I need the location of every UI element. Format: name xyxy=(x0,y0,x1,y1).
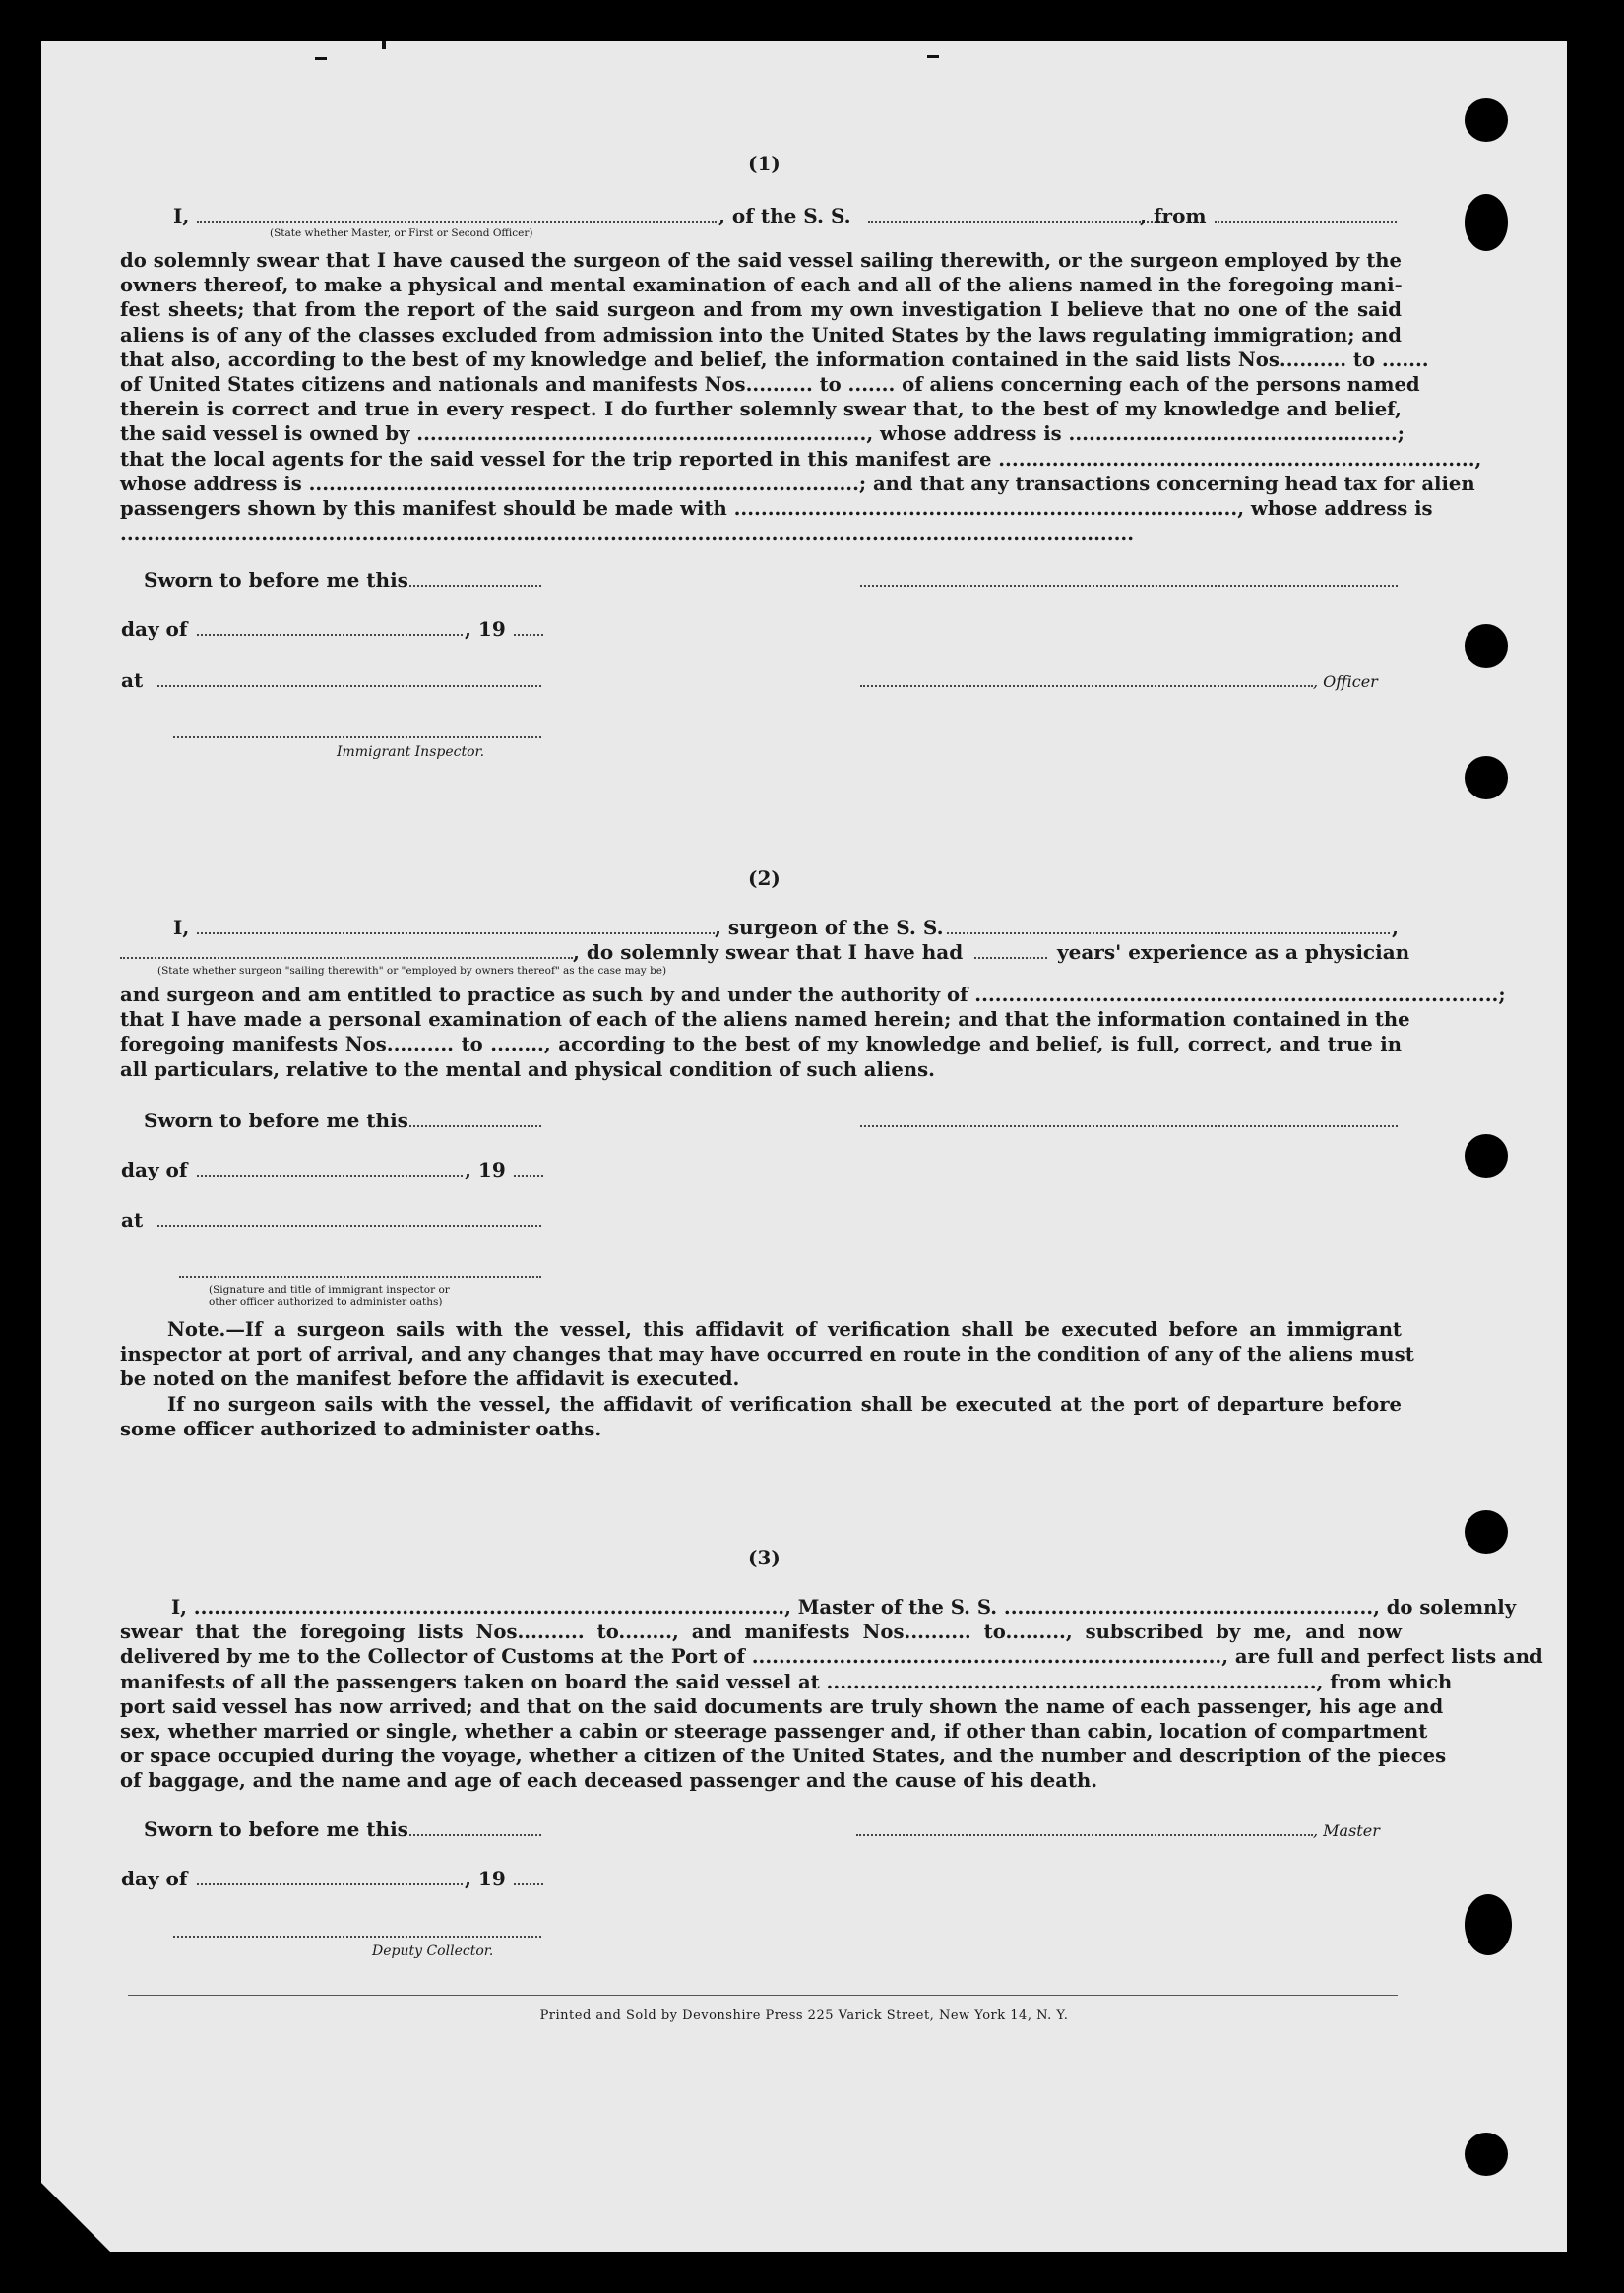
page-fold xyxy=(41,2183,110,2252)
s2-sig-caption-2: other officer authorized to administer oaths) xyxy=(209,1296,443,1307)
s3-master-signature-blank xyxy=(856,1834,1313,1836)
s2-i-label: I, xyxy=(173,916,190,939)
s3-line: or space occupied during the voyage, whether a citizen of the United States, and the number and description of the pieces xyxy=(120,1745,1447,1768)
s3-line: of baggage, and the name and age of each deceased passenger and the cause of his death. xyxy=(120,1769,1098,1793)
punch-hole xyxy=(1465,2133,1508,2176)
punch-hole xyxy=(1465,756,1508,799)
punch-hole xyxy=(1465,1510,1508,1554)
s1-line: fest sheets; that from the report of the said surgeon and from my own investigation I believe that no one of the said xyxy=(120,298,1402,322)
s1-year: , 19 xyxy=(465,617,506,641)
s3-body xyxy=(120,1595,1543,1794)
s1-ship-name-blank xyxy=(868,221,1163,223)
s1-sworn: Sworn to before me this xyxy=(144,568,408,592)
s2-day-of: day of xyxy=(121,1158,188,1181)
s1-line: whose address is ..................................................................................; and that any transactions concerning head tax for alien xyxy=(120,472,1475,495)
s1-body xyxy=(120,248,1482,545)
s2-year-blank xyxy=(514,1175,543,1177)
s2-inspector-signature-blank xyxy=(179,1276,541,1278)
s2-line: all particulars, relative to the mental and physical condition of such aliens. xyxy=(120,1057,935,1081)
s3-line: delivered by me to the Collector of Customs at the Port of ......................................................................, are full and perfect lists and xyxy=(120,1645,1543,1669)
s1-line: therein is correct and true in every respect. I do further solemnly swear that, to the best of my knowledge and belief, xyxy=(120,398,1402,421)
section-3-number: (3) xyxy=(748,1546,781,1569)
printer-footer: Printed and Sold by Devonshire Press 225 Varick Street, New York 14, N. Y. xyxy=(539,2008,1069,2023)
s1-of-ss: , of the S. S. xyxy=(718,204,851,227)
s3-sworn-blank xyxy=(409,1834,541,1836)
s2-comma: , xyxy=(1392,916,1399,939)
section-2-number: (2) xyxy=(748,866,781,890)
s1-i-label: I, xyxy=(173,204,190,227)
s1-inspector-caption: Immigrant Inspector. xyxy=(337,744,485,760)
s2-sworn-blank xyxy=(409,1125,541,1127)
s1-officer-name-blank xyxy=(197,221,717,223)
manifest-page xyxy=(41,41,1567,2252)
s2-year: , 19 xyxy=(465,1158,506,1181)
s1-line: of United States citizens and nationals and manifests Nos.......... to ....... of aliens concerning each of the persons named xyxy=(120,373,1420,397)
s3-collector-signature-blank xyxy=(173,1936,541,1938)
s1-inspector-signature-blank xyxy=(173,736,541,738)
s3-master-label: , Master xyxy=(1313,1821,1380,1840)
s2-capacity-blank xyxy=(120,957,573,959)
s3-sworn: Sworn to before me this xyxy=(144,1817,408,1841)
s3-day-of: day of xyxy=(121,1867,188,1890)
footer-rule xyxy=(128,1995,1398,1996)
s1-sworn-blank xyxy=(409,585,541,587)
s3-line: swear that the foregoing lists Nos.......... to........, and manifests Nos.......... to........., subscribed by me, and now xyxy=(120,1621,1402,1644)
s3-day-blank xyxy=(197,1883,463,1885)
speck xyxy=(382,41,386,49)
s1-officer-hint: (State whether Master, or First or Second Officer) xyxy=(270,227,533,239)
s2-note xyxy=(120,1317,1414,1441)
s1-year-blank xyxy=(514,634,543,636)
note-line: If no surgeon sails with the vessel, the affidavit of verification shall be executed at the port of departure before xyxy=(167,1392,1402,1416)
s1-day-of: day of xyxy=(121,617,188,641)
s1-line: that also, according to the best of my knowledge and belief, the information contained in the said lists Nos.......... to ....... xyxy=(120,348,1429,371)
s1-line: the said vessel is owned by ..................................................................., whose address is .................................................; xyxy=(120,422,1405,446)
s3-line: I, ........................................................................................, Master of the S. S. ......................................................., do solemnly xyxy=(171,1596,1517,1619)
note-line: be noted on the manifest before the affidavit is executed. xyxy=(120,1368,740,1391)
s1-from-blank xyxy=(1215,221,1397,223)
s3-line: port said vessel has now arrived; and that on the said documents are truly shown the name of each passenger, his age and xyxy=(120,1694,1444,1718)
s3-year: , 19 xyxy=(465,1867,506,1890)
s2-swear: , do solemnly swear that I have had xyxy=(573,940,964,964)
s2-ship-name-blank xyxy=(947,932,1390,934)
punch-hole xyxy=(1465,98,1508,142)
section-1-number: (1) xyxy=(748,152,781,175)
s2-signature-blank xyxy=(860,1125,1398,1127)
s2-years: years' experience as a physician xyxy=(1057,940,1410,964)
punch-hole xyxy=(1465,1134,1508,1178)
s1-at: at xyxy=(121,669,144,692)
s3-line: sex, whether married or single, whether a cabin or steerage passenger and, if other than cabin, location of compartment xyxy=(120,1720,1428,1744)
s2-day-blank xyxy=(197,1175,463,1177)
s1-from: , from xyxy=(1140,204,1207,227)
s2-surgeon-of: , surgeon of the S. S. xyxy=(715,916,944,939)
s2-line: foregoing manifests Nos.......... to ........, according to the best of my knowledge and belief, is full, correct, and true in xyxy=(120,1033,1402,1056)
punch-hole xyxy=(1465,624,1508,668)
s2-sig-caption-1: (Signature and title of immigrant inspector or xyxy=(209,1284,450,1296)
s1-officer-signature-blank xyxy=(860,585,1398,587)
s2-at: at xyxy=(121,1208,144,1232)
s1-line: that the local agents for the said vessel for the trip reported in this manifest are ......................................................................., xyxy=(120,447,1482,471)
s1-line: ....................................................................................................................................................... xyxy=(120,522,1135,545)
speck xyxy=(315,57,327,60)
speck xyxy=(927,55,939,58)
s3-year-blank xyxy=(514,1883,543,1885)
s2-sworn: Sworn to before me this xyxy=(144,1109,408,1132)
s1-line: passengers shown by this manifest should be made with ..........................................................................., whose address is xyxy=(120,497,1433,521)
s1-officer-blank xyxy=(860,685,1313,687)
note-line: inspector at port of arrival, and any changes that may have occurred en route in the condition of any of the aliens must xyxy=(120,1343,1414,1367)
s2-line: that I have made a personal examination of each of the aliens named herein; and that the information contained in the xyxy=(120,1008,1410,1032)
s1-line: owners thereof, to make a physical and mental examination of each and all of the aliens named in the foregoing mani- xyxy=(120,274,1403,297)
s2-surgeon-hint: (State whether surgeon "sailing therewith" or "employed by owners thereof" as the case may be) xyxy=(157,965,667,977)
s3-collector-caption: Deputy Collector. xyxy=(372,1943,494,1959)
s2-at-blank xyxy=(157,1225,541,1227)
s1-line: aliens is of any of the classes excluded from admission into the United States by the laws regulating immigration; and xyxy=(120,323,1402,347)
s1-at-blank xyxy=(157,685,541,687)
s1-line: do solemnly swear that I have caused the surgeon of the said vessel sailing therewith, or the surgeon employed by the xyxy=(120,249,1402,272)
s2-surgeon-name-blank xyxy=(197,932,715,934)
note-line: Note.—If a surgeon sails with the vessel, this affidavit of verification shall be executed before an immigrant xyxy=(167,1318,1402,1341)
punch-hole xyxy=(1465,194,1508,251)
s3-line: manifests of all the passengers taken on board the said vessel at ........................................................................., from which xyxy=(120,1670,1453,1693)
s2-body xyxy=(120,983,1506,1082)
s1-day-blank xyxy=(197,634,463,636)
s2-line: and surgeon and am entitled to practice as such by and under the authority of ..............................................................................; xyxy=(120,984,1506,1006)
punch-hole xyxy=(1465,1894,1512,1955)
s1-officer-label: , Officer xyxy=(1313,672,1378,691)
s2-years-blank xyxy=(974,957,1047,959)
note-line: some officer authorized to administer oaths. xyxy=(120,1417,602,1440)
